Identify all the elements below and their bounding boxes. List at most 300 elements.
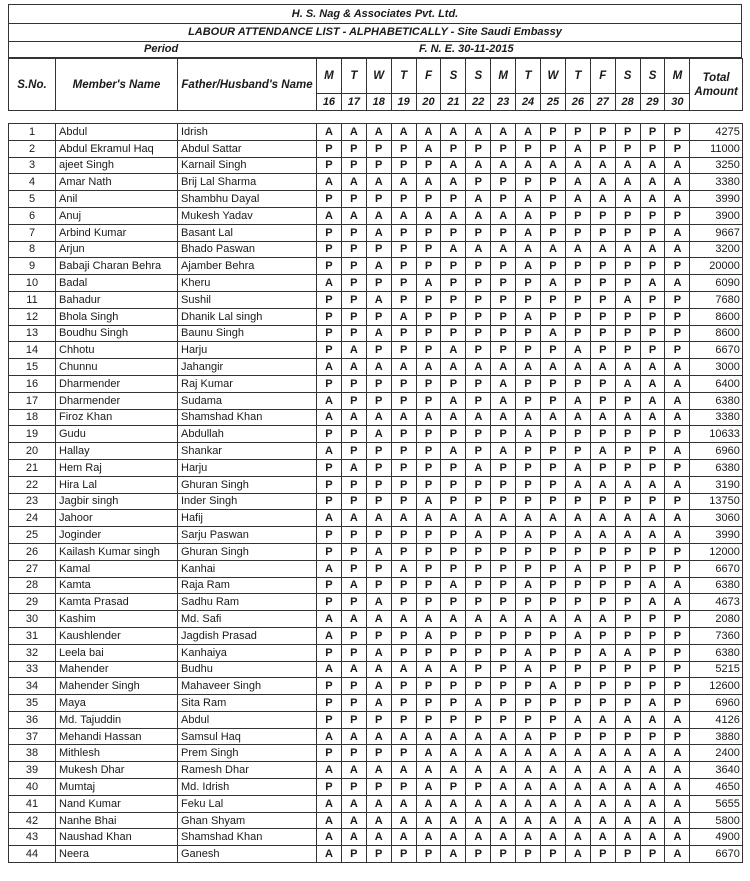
attendance-mark: A (416, 510, 441, 527)
table-row (9, 443, 743, 460)
table-row (9, 459, 743, 476)
attendance-mark: P (391, 644, 416, 661)
attendance-mark: P (341, 711, 366, 728)
total-amount: 3640 (690, 762, 743, 779)
serial-number: 24 (9, 510, 56, 527)
attendance-mark: P (665, 728, 690, 745)
attendance-mark: A (590, 241, 615, 258)
table-row (9, 543, 743, 560)
attendance-mark: P (341, 560, 366, 577)
attendance-mark: P (416, 426, 441, 443)
table-row (9, 258, 743, 275)
table-row (9, 728, 743, 745)
attendance-mark: A (565, 476, 590, 493)
total-amount: 3200 (690, 241, 743, 258)
attendance-mark: P (416, 543, 441, 560)
attendance-rows (9, 124, 743, 863)
total-amount: 6380 (690, 644, 743, 661)
attendance-mark: A (441, 174, 466, 191)
attendance-mark: P (541, 644, 566, 661)
attendance-mark: P (317, 577, 342, 594)
attendance-mark: P (565, 644, 590, 661)
attendance-mark: P (615, 728, 640, 745)
attendance-mark: A (516, 644, 541, 661)
member-name: Boudhu Singh (56, 325, 178, 342)
attendance-mark: A (541, 745, 566, 762)
table-row (9, 325, 743, 342)
attendance-mark: A (665, 375, 690, 392)
attendance-mark: A (665, 711, 690, 728)
attendance-mark: A (590, 711, 615, 728)
attendance-mark: P (366, 493, 391, 510)
attendance-mark: A (541, 762, 566, 779)
attendance-mark: P (541, 224, 566, 241)
attendance-mark: P (665, 644, 690, 661)
attendance-mark: P (366, 392, 391, 409)
attendance-mark: P (441, 711, 466, 728)
attendance-sheet (8, 4, 742, 863)
attendance-mark: A (541, 829, 566, 846)
attendance-mark: A (391, 510, 416, 527)
attendance-mark: P (341, 627, 366, 644)
attendance-mark: A (665, 409, 690, 426)
attendance-mark: P (516, 275, 541, 292)
father-name: Raja Ram (178, 577, 317, 594)
attendance-mark: P (416, 342, 441, 359)
attendance-mark: P (491, 560, 516, 577)
attendance-mark: P (590, 661, 615, 678)
attendance-mark: P (341, 695, 366, 712)
attendance-mark: P (466, 594, 491, 611)
attendance-mark: A (516, 510, 541, 527)
attendance-mark: A (416, 207, 441, 224)
attendance-mark: P (466, 308, 491, 325)
serial-number: 38 (9, 745, 56, 762)
attendance-mark: A (491, 409, 516, 426)
serial-number: 22 (9, 476, 56, 493)
attendance-mark: A (565, 140, 590, 157)
attendance-mark: P (590, 140, 615, 157)
member-name: Kailash Kumar singh (56, 543, 178, 560)
attendance-mark: A (317, 409, 342, 426)
attendance-mark: P (665, 207, 690, 224)
attendance-mark: P (366, 779, 391, 796)
attendance-mark: A (341, 124, 366, 141)
attendance-mark: A (416, 409, 441, 426)
member-name: Firoz Khan (56, 409, 178, 426)
attendance-mark: P (541, 140, 566, 157)
attendance-mark: P (466, 846, 491, 863)
father-name: Prem Singh (178, 745, 317, 762)
total-amount: 3190 (690, 476, 743, 493)
member-name: Arbind Kumar (56, 224, 178, 241)
attendance-mark: A (565, 779, 590, 796)
attendance-mark: A (640, 812, 665, 829)
total-amount: 8600 (690, 308, 743, 325)
attendance-mark: P (391, 392, 416, 409)
attendance-mark: A (341, 611, 366, 628)
attendance-mark: A (541, 812, 566, 829)
attendance-mark: P (341, 678, 366, 695)
attendance-mark: A (441, 846, 466, 863)
attendance-mark: A (491, 728, 516, 745)
attendance-mark: P (590, 124, 615, 141)
attendance-mark: P (615, 493, 640, 510)
attendance-mark: P (466, 443, 491, 460)
attendance-mark: A (366, 678, 391, 695)
attendance-mark: P (565, 695, 590, 712)
total-amount: 8600 (690, 325, 743, 342)
attendance-mark: A (317, 359, 342, 376)
attendance-mark: A (640, 392, 665, 409)
attendance-mark: P (366, 745, 391, 762)
attendance-mark: A (317, 795, 342, 812)
serial-number: 12 (9, 308, 56, 325)
attendance-mark: P (366, 560, 391, 577)
father-name: Kanhai (178, 560, 317, 577)
attendance-mark: P (391, 594, 416, 611)
attendance-mark: A (565, 174, 590, 191)
father-name: Budhu (178, 661, 317, 678)
member-name: Abdul Ekramul Haq (56, 140, 178, 157)
attendance-mark: P (516, 678, 541, 695)
total-amount: 3900 (690, 207, 743, 224)
attendance-mark: A (541, 325, 566, 342)
attendance-mark: A (391, 728, 416, 745)
attendance-mark: P (366, 627, 391, 644)
attendance-mark: P (565, 661, 590, 678)
attendance-mark: P (441, 695, 466, 712)
attendance-mark: A (565, 510, 590, 527)
serial-number: 23 (9, 493, 56, 510)
father-name: Abdul (178, 711, 317, 728)
attendance-mark: P (391, 157, 416, 174)
attendance-mark: A (615, 174, 640, 191)
serial-number: 35 (9, 695, 56, 712)
attendance-mark: A (565, 762, 590, 779)
serial-number: 33 (9, 661, 56, 678)
attendance-mark: P (516, 140, 541, 157)
attendance-mark: P (416, 325, 441, 342)
attendance-mark: A (466, 124, 491, 141)
attendance-mark: A (516, 779, 541, 796)
attendance-mark: A (441, 745, 466, 762)
table-row (9, 611, 743, 628)
total-amount: 6380 (690, 459, 743, 476)
attendance-mark: A (590, 359, 615, 376)
total-amount: 6960 (690, 443, 743, 460)
date-header: 28 (615, 94, 640, 111)
father-name: Abdul Sattar (178, 140, 317, 157)
father-name: Raj Kumar (178, 375, 317, 392)
attendance-mark: P (565, 678, 590, 695)
attendance-mark: P (341, 527, 366, 544)
attendance-mark: P (590, 375, 615, 392)
table-row (9, 291, 743, 308)
attendance-mark: P (391, 779, 416, 796)
attendance-mark: P (466, 661, 491, 678)
attendance-mark: A (516, 224, 541, 241)
attendance-mark: P (541, 258, 566, 275)
attendance-mark: P (416, 241, 441, 258)
father-name: Basant Lal (178, 224, 317, 241)
attendance-mark: P (466, 678, 491, 695)
attendance-mark: P (516, 560, 541, 577)
attendance-mark: P (491, 711, 516, 728)
attendance-mark: P (441, 224, 466, 241)
attendance-mark: P (640, 644, 665, 661)
attendance-mark: P (491, 577, 516, 594)
attendance-mark: A (665, 577, 690, 594)
father-name-header: Father/Husband's Name (178, 59, 317, 111)
attendance-mark: P (541, 527, 566, 544)
day-letter-header: T (516, 59, 541, 94)
total-amount: 7360 (690, 627, 743, 644)
attendance-mark: P (640, 207, 665, 224)
attendance-mark: A (615, 157, 640, 174)
attendance-mark: P (317, 678, 342, 695)
attendance-mark: P (640, 308, 665, 325)
serial-number: 16 (9, 375, 56, 392)
attendance-mark: P (416, 157, 441, 174)
attendance-mark: P (491, 258, 516, 275)
attendance-mark: P (391, 695, 416, 712)
attendance-mark: A (317, 812, 342, 829)
member-name: Nand Kumar (56, 795, 178, 812)
attendance-mark: P (665, 560, 690, 577)
attendance-mark: P (391, 342, 416, 359)
attendance-mark: A (565, 409, 590, 426)
father-name: Karnail Singh (178, 157, 317, 174)
attendance-mark: A (516, 812, 541, 829)
attendance-mark: P (640, 342, 665, 359)
attendance-mark: A (317, 392, 342, 409)
attendance-mark: A (491, 779, 516, 796)
table-row (9, 644, 743, 661)
total-amount: 9667 (690, 224, 743, 241)
member-name: Dharmender (56, 392, 178, 409)
attendance-mark: P (366, 577, 391, 594)
attendance-mark: P (665, 661, 690, 678)
attendance-mark: P (541, 577, 566, 594)
attendance-mark: A (441, 812, 466, 829)
attendance-mark: P (466, 392, 491, 409)
father-name: Harju (178, 459, 317, 476)
attendance-mark: P (366, 241, 391, 258)
father-name: Ghuran Singh (178, 543, 317, 560)
date-header: 17 (341, 94, 366, 111)
member-name: Arjun (56, 241, 178, 258)
attendance-mark: P (615, 459, 640, 476)
attendance-mark: A (541, 779, 566, 796)
date-header: 21 (441, 94, 466, 111)
father-name: Shamshad Khan (178, 409, 317, 426)
attendance-mark: A (366, 611, 391, 628)
attendance-mark: A (317, 661, 342, 678)
attendance-mark: P (416, 443, 441, 460)
attendance-mark: P (565, 728, 590, 745)
attendance-mark: P (491, 661, 516, 678)
father-name: Harju (178, 342, 317, 359)
attendance-mark: A (516, 577, 541, 594)
serial-number: 14 (9, 342, 56, 359)
serial-number: 3 (9, 157, 56, 174)
attendance-mark: P (466, 174, 491, 191)
attendance-mark: P (391, 291, 416, 308)
attendance-mark: A (341, 510, 366, 527)
total-amount: 6380 (690, 577, 743, 594)
attendance-mark: P (341, 375, 366, 392)
attendance-mark: A (441, 728, 466, 745)
attendance-mark: A (590, 779, 615, 796)
attendance-mark: A (416, 779, 441, 796)
attendance-mark: P (391, 493, 416, 510)
attendance-mark: A (615, 375, 640, 392)
attendance-mark: P (317, 711, 342, 728)
attendance-mark: A (391, 124, 416, 141)
attendance-mark: P (466, 426, 491, 443)
father-name: Shamshad Khan (178, 829, 317, 846)
attendance-mark: P (391, 325, 416, 342)
attendance-mark: A (640, 594, 665, 611)
attendance-mark: A (516, 191, 541, 208)
attendance-mark: P (416, 560, 441, 577)
attendance-mark: P (565, 124, 590, 141)
attendance-mark: P (416, 644, 441, 661)
attendance-mark: A (665, 241, 690, 258)
attendance-mark: P (466, 627, 491, 644)
member-name: Naushad Khan (56, 829, 178, 846)
table-row (9, 392, 743, 409)
attendance-mark: A (441, 241, 466, 258)
attendance-mark: P (317, 241, 342, 258)
attendance-mark: P (565, 426, 590, 443)
attendance-mark: P (590, 291, 615, 308)
attendance-mark: A (491, 611, 516, 628)
attendance-mark: P (441, 476, 466, 493)
attendance-mark: P (491, 191, 516, 208)
father-name: Inder Singh (178, 493, 317, 510)
attendance-mark: P (341, 140, 366, 157)
table-row (9, 795, 743, 812)
attendance-mark: P (317, 426, 342, 443)
attendance-mark: P (317, 493, 342, 510)
attendance-mark: A (366, 258, 391, 275)
attendance-mark: A (615, 527, 640, 544)
attendance-mark: A (516, 762, 541, 779)
attendance-mark: P (416, 678, 441, 695)
attendance-mark: A (366, 661, 391, 678)
attendance-mark: A (615, 359, 640, 376)
attendance-mark: P (491, 627, 516, 644)
attendance-mark: P (541, 459, 566, 476)
serial-number: 5 (9, 191, 56, 208)
total-amount: 5655 (690, 795, 743, 812)
attendance-mark: P (441, 594, 466, 611)
attendance-mark: P (441, 308, 466, 325)
attendance-mark: P (665, 426, 690, 443)
attendance-mark: A (665, 846, 690, 863)
total-amount: 3380 (690, 174, 743, 191)
attendance-mark: P (516, 627, 541, 644)
total-amount: 11000 (690, 140, 743, 157)
attendance-mark: A (516, 359, 541, 376)
attendance-mark: A (665, 745, 690, 762)
attendance-mark: A (640, 375, 665, 392)
attendance-mark: A (491, 829, 516, 846)
total-amount: 3880 (690, 728, 743, 745)
table-row (9, 695, 743, 712)
member-name: Mahender Singh (56, 678, 178, 695)
serial-number: 17 (9, 392, 56, 409)
attendance-mark: A (416, 611, 441, 628)
attendance-mark: P (590, 594, 615, 611)
attendance-mark: A (416, 795, 441, 812)
attendance-mark: A (640, 157, 665, 174)
attendance-mark: A (366, 409, 391, 426)
attendance-mark: P (341, 191, 366, 208)
table-row (9, 812, 743, 829)
attendance-mark: A (466, 795, 491, 812)
attendance-mark: A (640, 762, 665, 779)
attendance-mark: A (441, 510, 466, 527)
total-amount: 12600 (690, 678, 743, 695)
attendance-mark: A (590, 829, 615, 846)
attendance-mark: A (366, 174, 391, 191)
attendance-mark: P (341, 157, 366, 174)
attendance-mark: P (541, 627, 566, 644)
attendance-mark: P (416, 527, 441, 544)
day-letter-header: M (665, 59, 690, 94)
attendance-mark: P (541, 695, 566, 712)
attendance-mark: P (516, 594, 541, 611)
attendance-mark: A (640, 577, 665, 594)
attendance-mark: A (615, 191, 640, 208)
attendance-mark: P (665, 291, 690, 308)
attendance-mark: P (341, 779, 366, 796)
father-name: Sarju Paswan (178, 527, 317, 544)
attendance-mark: P (491, 459, 516, 476)
serial-number: 2 (9, 140, 56, 157)
attendance-mark: P (391, 577, 416, 594)
attendance-mark: A (565, 795, 590, 812)
attendance-mark: P (615, 594, 640, 611)
attendance-mark: P (341, 426, 366, 443)
table-row (9, 342, 743, 359)
attendance-mark: P (491, 476, 516, 493)
attendance-mark: P (391, 846, 416, 863)
attendance-mark: A (665, 443, 690, 460)
attendance-mark: P (317, 291, 342, 308)
attendance-mark: P (615, 342, 640, 359)
attendance-mark: P (615, 443, 640, 460)
attendance-mark: A (491, 392, 516, 409)
member-name: Babaji Charan Behra (56, 258, 178, 275)
attendance-mark: A (317, 829, 342, 846)
attendance-mark: A (391, 829, 416, 846)
attendance-mark: A (590, 443, 615, 460)
attendance-mark: A (590, 476, 615, 493)
attendance-mark: A (516, 829, 541, 846)
attendance-mark: A (341, 812, 366, 829)
attendance-mark: A (541, 359, 566, 376)
period-row (8, 41, 742, 58)
attendance-mark: P (391, 258, 416, 275)
attendance-mark: A (441, 661, 466, 678)
attendance-mark: P (516, 493, 541, 510)
father-name: Jagdish Prasad (178, 627, 317, 644)
attendance-mark: A (516, 728, 541, 745)
